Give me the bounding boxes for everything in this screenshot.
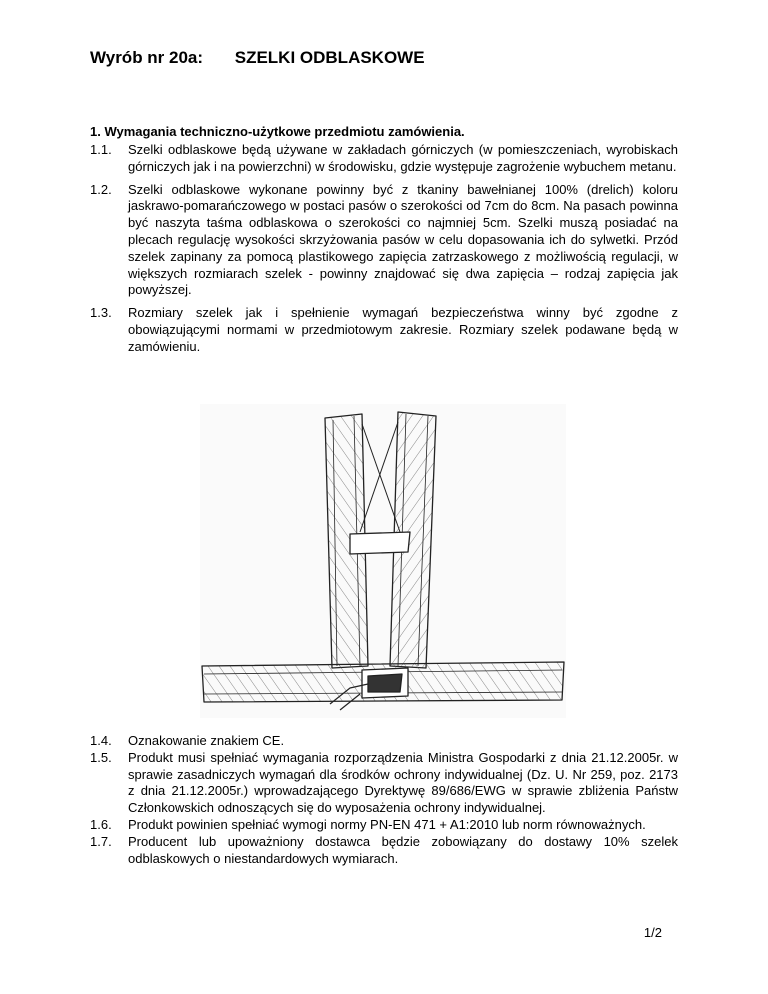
item-number: 1.6.	[90, 816, 112, 832]
item-number: 1.1.	[90, 142, 112, 157]
section-heading: 1. Wymagania techniczno-użytkowe przedmiotu zamówienia.	[90, 124, 465, 139]
item-text: Szelki odblaskowe wykonane powinny być z tkaniny bawełnianej 100% (drelich) koloru jaskrawo-pomarańczowego w postaci pasów o szerokości od 7cm do 8cm. Na pasach powinna być naszyta taśma odblaskowa o szerokości co najmniej 5cm. Szelki muszą posiadać na plecach regulację wysokości skrzyżowania pasów w celu dopasowania ich do sylwetki. Przód szelek zapinany za pomocą plastikowego zapięcia zatrzaskowego z możliwością regulacji, w większych rozmiarach szelek - powinny znajdować się dwa zapięcia – rodzaj zapięcia jak powyższej.	[128, 181, 678, 298]
product-number: Wyrób nr 20a:	[90, 48, 204, 67]
item-number: 1.4.	[90, 733, 112, 748]
requirements-list-top	[90, 142, 678, 356]
product-name: SZELKI ODBLASKOWE	[234, 48, 425, 67]
harness-sketch	[200, 404, 566, 718]
item-number: 1.3.	[90, 305, 112, 321]
list-item	[90, 750, 678, 817]
item-text: Oznakowanie znakiem CE.	[128, 733, 285, 748]
item-text: Rozmiary szelek jak i spełnienie wymagań bezpieczeństwa winny być zgodne z obowiązującymi normami w przedmiotowym zakresie. Rozmiary szelek podawane będą w zamówieniu.	[128, 305, 678, 354]
list-item	[90, 182, 678, 300]
list-item	[90, 834, 678, 868]
list-item	[90, 733, 678, 750]
item-number: 1.2.	[90, 181, 112, 197]
item-text: Szelki odblaskowe będą używane w zakładach górniczych (w pomieszczeniach, wyrobiskach górniczych jak i na powierzchni) w środowisku, gdzie występuje zagrożenie wybuchem metanu.	[128, 142, 678, 174]
item-text: Produkt powinien spełniać wymogi normy PN-EN 471 + A1:2010 lub norm równoważnych.	[128, 816, 646, 832]
requirements-list-bottom	[90, 733, 678, 867]
list-item	[90, 142, 678, 176]
cross-band	[350, 532, 410, 554]
list-item	[90, 817, 678, 834]
page-title	[90, 48, 425, 68]
item-text: Producent lub upoważniony dostawca będzie zobowiązany do dostawy 10% szelek odblaskowych o niestandardowych wymiarach.	[128, 833, 678, 866]
list-item	[90, 305, 678, 355]
item-text: Produkt musi spełniać wymagania rozporządzenia Ministra Gospodarki z dnia 21.12.2005r. w sprawie zasadniczych wymagań dla środków ochrony indywidualnej (Dz. U. Nr 259, poz. 2173 z dnia 21.12.2005r.) wprowadzającego Dyrektywę 89/686/EWG w sprawie zbliżenia Państw Członkowskich odnoszących się do wyposażenia ochrony indywidualnej.	[128, 749, 678, 816]
item-number: 1.5.	[90, 749, 112, 765]
item-number: 1.7.	[90, 833, 112, 849]
page-number: 1/2	[643, 925, 662, 940]
